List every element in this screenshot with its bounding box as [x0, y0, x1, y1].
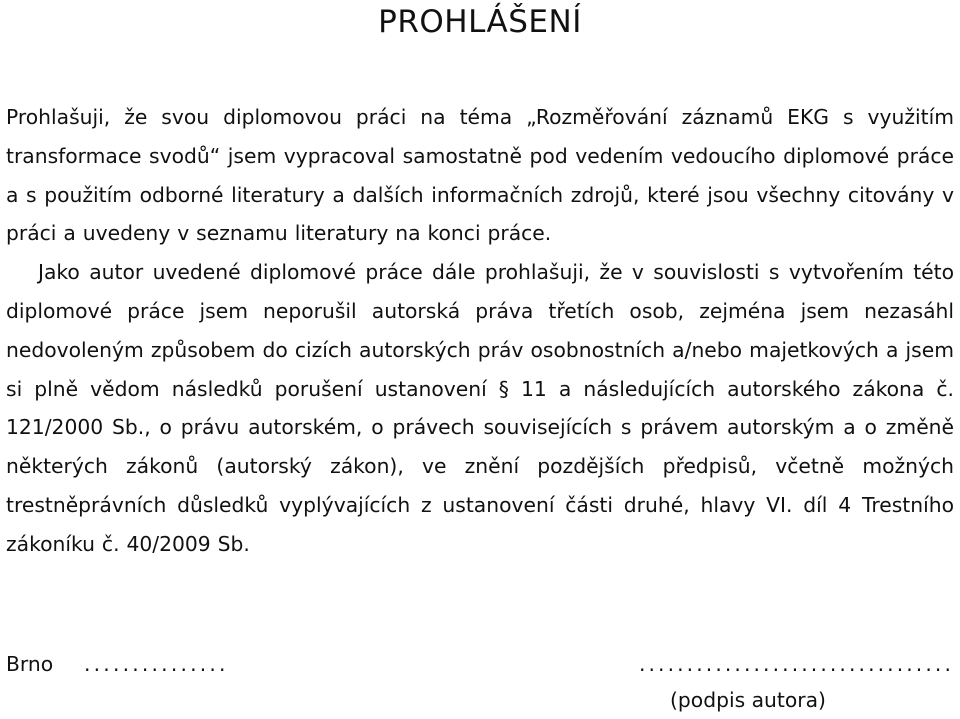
declaration-body [6, 98, 954, 564]
signature-line: ................................. [638, 652, 954, 676]
signature-row [6, 646, 954, 682]
paragraph-copyright: Jako autor uvedené diplomové práce dále prohlašuji, že v souvislosti s vytvořením této diplomové práce jsem neporušil autorská práva třetích osob, zejména jsem nezasáhl nedovoleným způsobem do cizích autorských práv osobnostních a/nebo majetkových a jsem si plně vědom následků porušení ustanovení § 11 a následujících autorského zákona č. 121/2000 Sb., o právu autorském, o právech souvisejících s právem autorským a o změně některých zákonů (autorský zákon), ve znění pozdějších předpisů, včetně možných trestněprávních důsledků vyplývajících z ustanovení části druhé, hlavy VI. díl 4 Trestního zákoníku č. 40/2009 Sb. [6, 260, 954, 556]
signature-place: Brno [6, 652, 54, 676]
date-line: ............... [84, 652, 229, 676]
signature-label: (podpis autora) [670, 688, 826, 712]
paragraph-originality: Prohlašuji, že svou diplomovou práci na téma „Rozměřování záznamů EKG s využitím transformace svodů“ jsem vypracoval samostatně pod vedením vedoucího diplomové práce a s použitím odborné literatury a dalších informačních zdrojů, které jsou všechny citovány v práci a uvedeny v seznamu literatury na konci práce. [6, 105, 954, 246]
page-title: PROHLÁŠENÍ [378, 4, 582, 40]
